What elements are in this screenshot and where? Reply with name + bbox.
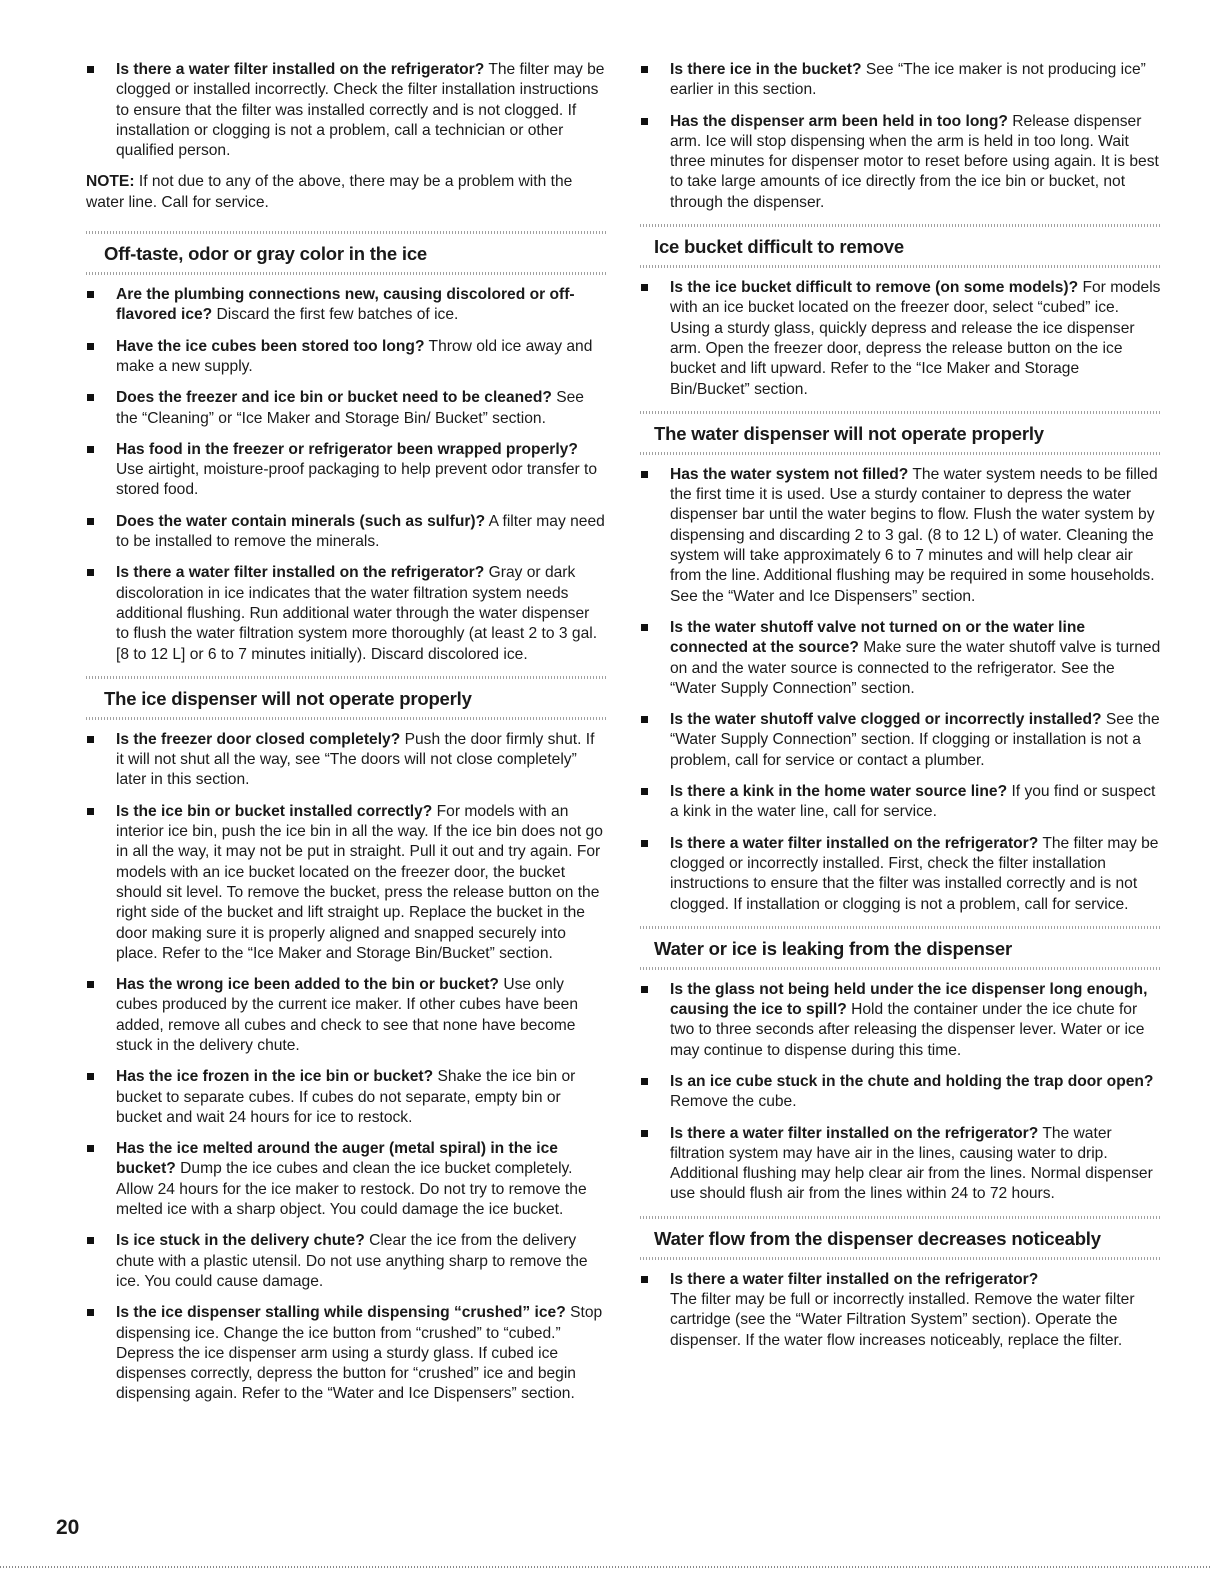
square-bullet-icon xyxy=(87,736,94,743)
section-divider xyxy=(640,926,1162,929)
list-item xyxy=(640,782,1162,823)
item-answer: Use airtight, moisture-proof packaging to help prevent odor transfer to stored food. xyxy=(116,461,598,499)
list-item xyxy=(86,802,606,964)
item-question: Has food in the freezer or refrigerator been wrapped properly? xyxy=(116,440,578,458)
item-answer: Hold the container under the ice chute for two to three seconds after releasing the dispenser lever. Water or ice may continue to dispense during this time. xyxy=(670,1001,1145,1059)
list-item xyxy=(640,1270,1162,1351)
square-bullet-icon xyxy=(87,343,94,350)
section-divider xyxy=(640,1257,1162,1260)
square-bullet-icon xyxy=(87,1073,94,1080)
item-answer: The filter may be clogged or incorrectly installed. First, check the filter installation instructions to ensure that the filter was installed correctly and is not clogged. If installation or clogging is not a problem, call for service. xyxy=(670,834,1159,913)
item-question: Does the water contain minerals (such as sulfur)? xyxy=(116,512,486,530)
item-question: Is there a kink in the home water source line? xyxy=(670,783,1008,801)
item-answer: Dump the ice cubes and clean the ice bucket completely. Allow 24 hours for the ice maker to restock. Do not try to remove the melted ice with a sharp object. You could damage the ice bucket. xyxy=(116,1160,587,1219)
list-item xyxy=(86,388,606,429)
square-bullet-icon xyxy=(641,1130,648,1137)
item-answer: See “The ice maker is not producing ice” earlier in this section. xyxy=(670,61,1146,99)
list-item xyxy=(640,1072,1162,1113)
square-bullet-icon xyxy=(641,66,648,73)
item-question: Is the ice bucket difficult to remove (on some models)? xyxy=(670,279,1079,297)
item-question: Is there a water filter installed on the refrigerator? xyxy=(116,61,485,78)
item-answer: Use only cubes produced by the current ice maker. If other cubes have been added, remove all cubes and check to see that none have become stuck in the delivery chute. xyxy=(116,976,579,1054)
item-answer: Remove the cube. xyxy=(670,1093,797,1111)
square-bullet-icon xyxy=(87,1145,94,1152)
item-answer: If you find or suspect a kink in the water line, call for service. xyxy=(670,783,1156,821)
item-question: Is the ice dispenser stalling while dispensing “crushed” ice? xyxy=(116,1304,566,1322)
item-question: Are the plumbing connections new, causing discolored or off-flavored ice? xyxy=(116,286,575,324)
item-answer: The filter may be full or incorrectly installed. Remove the water filter cartridge (see the “Water Filtration System” section). Operate the dispenser. If the water flow increases noticeably, replace the filter. xyxy=(670,1291,1135,1349)
list-item xyxy=(640,60,1162,101)
section-heading: Water flow from the dispenser decreases noticeably xyxy=(654,1227,1101,1249)
list-item xyxy=(640,278,1162,400)
item-question: Is there a water filter installed on the refrigerator? xyxy=(670,834,1039,852)
section-divider xyxy=(640,1216,1162,1219)
list-item xyxy=(86,730,606,791)
right-column xyxy=(640,60,1162,1362)
list-item xyxy=(86,512,606,553)
item-question: Has the ice frozen in the ice bin or bucket? xyxy=(116,1068,434,1086)
item-answer: The water filtration system may have air in the lines, causing water to drip. Additional flushing may help clear air from the lines. Normal dispenser use should flush air from the lines within 24 to 72 hours. xyxy=(670,1124,1153,1203)
section-divider xyxy=(86,717,606,720)
section-divider xyxy=(640,411,1162,414)
square-bullet-icon xyxy=(87,518,94,525)
list-item xyxy=(86,1231,606,1292)
section-heading: Water or ice is leaking from the dispenser xyxy=(654,937,1012,959)
item-answer: See the “Water Supply Connection” section. If clogging or installation is not a problem, call for service or contact a plumber. xyxy=(670,711,1160,769)
item-answer: Shake the ice bin or bucket to separate cubes. If cubes do not separate, empty bin or bucket and wait 24 hours for ice to restock. xyxy=(116,1068,576,1126)
item-question: Is there a water filter installed on the refrigerator? xyxy=(116,564,485,582)
section-divider xyxy=(86,231,606,234)
list-item xyxy=(640,710,1162,771)
list-item xyxy=(86,1303,606,1404)
square-bullet-icon xyxy=(641,840,648,847)
section-water-dispenser xyxy=(640,411,1162,915)
item-answer: A filter may need to be installed to remove the minerals. xyxy=(116,512,605,551)
square-bullet-icon xyxy=(641,118,648,125)
item-question: Has the dispenser arm been held in too long? xyxy=(670,112,1008,130)
square-bullet-icon xyxy=(87,66,94,73)
section-divider xyxy=(86,676,606,679)
item-answer: Make sure the water shutoff valve is turned on and the water source is connected to the refrigerator. See the “Water Supply Connection” section. xyxy=(670,639,1161,697)
item-question: Is there a water filter installed on the refrigerator? xyxy=(670,1124,1039,1142)
item-answer: Stop dispensing ice. Change the ice button from “crushed” to “cubed.” Depress the ice dispenser arm using a sturdy glass. If cubed ice dispenses correctly, depress the button for “crushed” ice and begin dispensing again. Refer to the “Water and Ice Dispensers” section. xyxy=(116,1304,603,1403)
list-item xyxy=(640,1124,1162,1205)
square-bullet-icon xyxy=(641,471,648,478)
item-question: Is the water shutoff valve not turned on or the water line connected at the source? xyxy=(670,618,1086,657)
note-label: NOTE: xyxy=(86,173,135,191)
square-bullet-icon xyxy=(87,808,94,815)
note-paragraph xyxy=(86,172,606,213)
list-item xyxy=(86,563,606,664)
item-question: Is the glass not being held under the ice dispenser long enough, causing the ice to spill? xyxy=(670,980,1148,1019)
square-bullet-icon xyxy=(641,624,648,631)
item-answer: See the “Cleaning” or “Ice Maker and Storage Bin/ Bucket” section. xyxy=(116,389,584,427)
item-answer: The water system needs to be filled the first time it is used. Use a sturdy container to depress the water dispenser bar until the water begins to flow. Flush the water system by dispensing and discarding 2 to 3 gal. (8 to 12 L) of water. Cleaning the system will take approximately 6 to 7 minutes and will help clear air from the line. Additional flushing may be required in some households. See the “Water and Ice Dispensers” section. xyxy=(670,465,1158,605)
item-answer: Throw old ice away and make a new supply. xyxy=(116,337,593,375)
section-water-flow xyxy=(640,1216,1162,1351)
section-ice-bucket xyxy=(640,224,1162,400)
item-question: Is the ice bin or bucket installed correctly? xyxy=(116,802,433,820)
section-heading: The water dispenser will not operate properly xyxy=(654,422,1044,444)
item-answer: For models with an ice bucket located on the freezer door, select “cubed” ice. Using a sturdy glass, quickly depress and release the ice dispenser arm. Open the freezer door, depress the release button on the ice bucket and lift upward. Refer to the “Ice Maker and Storage Bin/Bucket” section. xyxy=(670,279,1161,398)
section-off-taste xyxy=(86,231,606,665)
list-item xyxy=(640,465,1162,607)
square-bullet-icon xyxy=(87,569,94,576)
item-question: Is there a water filter installed on the refrigerator? xyxy=(670,1270,1039,1288)
note-text: If not due to any of the above, there may be a problem with the water line. Call for service. xyxy=(86,173,573,211)
item-answer: Discard the first few batches of ice. xyxy=(216,306,459,324)
list-item xyxy=(640,112,1162,213)
list-item xyxy=(86,337,606,378)
item-answer: Clear the ice from the delivery chute with a plastic utensil. Do not use anything sharp to remove the ice. You could cause damage. xyxy=(116,1232,588,1290)
list-item xyxy=(86,1067,606,1128)
square-bullet-icon xyxy=(641,986,648,993)
square-bullet-icon xyxy=(87,981,94,988)
item-answer: The filter may be clogged or installed incorrectly. Check the filter installation instructions to ensure that the filter was installed correctly and is not clogged. If installation or clogging is not a problem, call a technician or other qualified person. xyxy=(116,61,605,160)
item-question: Is the freezer door closed completely? xyxy=(116,730,401,748)
section-divider xyxy=(640,265,1162,268)
left-column xyxy=(86,60,606,1416)
square-bullet-icon xyxy=(87,291,94,298)
item-question: Has the ice melted around the auger (metal spiral) in the ice bucket? xyxy=(116,1140,558,1178)
section-divider xyxy=(640,967,1162,970)
square-bullet-icon xyxy=(87,1237,94,1244)
section-heading: Off-taste, odor or gray color in the ice xyxy=(104,243,427,265)
list-item xyxy=(640,834,1162,915)
section-divider xyxy=(640,452,1162,455)
section-divider xyxy=(86,272,606,275)
list-item xyxy=(86,1139,606,1220)
section-ice-dispenser xyxy=(86,676,606,1405)
square-bullet-icon xyxy=(87,1309,94,1316)
section-leaking xyxy=(640,926,1162,1205)
page-bottom-edge xyxy=(0,1566,1211,1568)
square-bullet-icon xyxy=(641,716,648,723)
item-question: Has the water system not filled? xyxy=(670,465,909,483)
item-question: Is there ice in the bucket? xyxy=(670,61,862,78)
list-item xyxy=(640,618,1162,699)
section-divider xyxy=(640,224,1162,227)
item-question: Is an ice cube stuck in the chute and holding the trap door open? xyxy=(670,1072,1154,1090)
square-bullet-icon xyxy=(87,446,94,453)
item-question: Does the freezer and ice bin or bucket need to be cleaned? xyxy=(116,389,552,407)
item-answer: Push the door firmly shut. If it will not shut all the way, see “The doors will not close completely” later in this section. xyxy=(116,730,595,789)
item-answer: For models with an interior ice bin, push the ice bin in all the way. If the ice bin does not go in all the way, it may not be put in straight. Pull it out and try again. For models with an ice bucket located on the freezer door, the bucket should sit level. To remove the bucket, press the release button on the right side of the bucket and lift straight up. Replace the bucket in the door making sure it is properly aligned and snapped securely into place. Refer to the “Ice Maker and Storage Bin/Bucket” section. xyxy=(116,802,603,962)
list-item xyxy=(640,980,1162,1061)
list-item xyxy=(86,60,606,161)
square-bullet-icon xyxy=(87,394,94,401)
list-item xyxy=(86,440,606,501)
item-question: Is ice stuck in the delivery chute? xyxy=(116,1232,365,1250)
square-bullet-icon xyxy=(641,284,648,291)
square-bullet-icon xyxy=(641,788,648,795)
square-bullet-icon xyxy=(641,1078,648,1085)
square-bullet-icon xyxy=(641,1276,648,1283)
section-heading: The ice dispenser will not operate properly xyxy=(104,687,472,709)
section-heading: Ice bucket difficult to remove xyxy=(654,236,904,258)
list-item xyxy=(86,975,606,1056)
item-answer: Gray or dark discoloration in ice indicates that the water filtration system needs additional flushing. Run additional water through the water dispenser to flush the water filtration system more thoroughly (at least 2 to 3 gal. [8 to 12 L] or 6 to 7 minutes initially). Discard discolored ice. xyxy=(116,564,598,663)
item-question: Has the wrong ice been added to the bin or bucket? xyxy=(116,976,499,994)
item-answer: Release dispenser arm. Ice will stop dispensing when the arm is held in too long. Wait three minutes for dispenser motor to reset before using again. It is best to take large amounts of ice directly from the ice bin or bucket, not through the dispenser. xyxy=(670,112,1159,211)
item-question: Have the ice cubes been stored too long? xyxy=(116,337,425,355)
page-number: 20 xyxy=(56,1516,80,1539)
list-item xyxy=(86,285,606,326)
item-question: Is the water shutoff valve clogged or incorrectly installed? xyxy=(670,711,1102,729)
